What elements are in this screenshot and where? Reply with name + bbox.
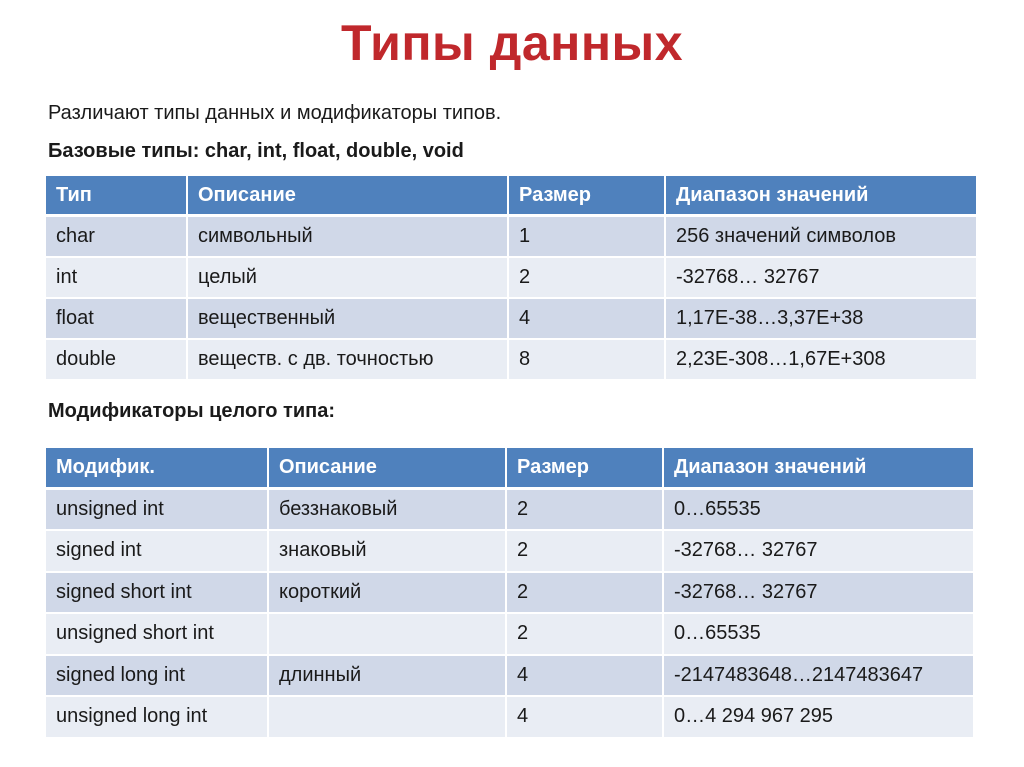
table-cell: -32768… 32767: [666, 258, 976, 299]
table-cell: 8: [509, 340, 666, 381]
table-cell: unsigned long int: [46, 697, 269, 739]
table-cell: char: [46, 217, 188, 258]
table-cell: 0…65535: [664, 490, 973, 532]
table-header-row: [46, 448, 973, 490]
base-types-table: [46, 176, 976, 381]
table-cell: signed short int: [46, 573, 269, 615]
header-cell: Размер: [509, 176, 666, 217]
header-cell: Размер: [507, 448, 664, 490]
table-row: [46, 697, 973, 739]
slide-title: Типы данных: [340, 15, 684, 71]
table-cell: 1: [509, 217, 666, 258]
table-cell: 256 значений символов: [666, 217, 976, 258]
modifiers-table: [46, 448, 973, 739]
table-cell: 2: [507, 490, 664, 532]
table-cell: 0…65535: [664, 614, 973, 656]
table-cell: знаковый: [269, 531, 507, 573]
table-row: [46, 656, 973, 698]
table-cell: 2: [509, 258, 666, 299]
intro-text: Различают типы данных и модификаторы типов.: [48, 102, 502, 124]
header-cell: Диапазон значений: [666, 176, 976, 217]
table-cell: signed long int: [46, 656, 269, 698]
table-row: [46, 340, 976, 381]
table-cell: 2: [507, 573, 664, 615]
table-cell: короткий: [269, 573, 507, 615]
table-cell: -32768… 32767: [664, 573, 973, 615]
table-cell: float: [46, 299, 188, 340]
table-cell: 4: [507, 656, 664, 698]
table-cell: вещественный: [188, 299, 509, 340]
table-row: [46, 490, 973, 532]
header-cell: Тип: [46, 176, 188, 217]
table-row: [46, 217, 976, 258]
table-cell: signed int: [46, 531, 269, 573]
table-cell: 1,17E-38…3,37E+38: [666, 299, 976, 340]
table-cell: double: [46, 340, 188, 381]
table-row: [46, 531, 973, 573]
table-row: [46, 299, 976, 340]
base-types-text: Базовые типы: char, int, float, double, void: [48, 140, 464, 162]
table-cell: 2: [507, 614, 664, 656]
table-cell: int: [46, 258, 188, 299]
modifiers-heading: Модификаторы целого типа:: [48, 400, 336, 422]
table-cell: 2: [507, 531, 664, 573]
table-header-row: [46, 176, 976, 217]
header-cell: Описание: [269, 448, 507, 490]
table-cell: unsigned short int: [46, 614, 269, 656]
table-row: [46, 573, 973, 615]
table-cell: веществ. с дв. точностью: [188, 340, 509, 381]
table-row: [46, 258, 976, 299]
header-cell: Описание: [188, 176, 509, 217]
table-cell: беззнаковый: [269, 490, 507, 532]
table-cell: длинный: [269, 656, 507, 698]
table-cell: -2147483648…2147483647: [664, 656, 973, 698]
header-cell: Диапазон значений: [664, 448, 973, 490]
table-cell: -32768… 32767: [664, 531, 973, 573]
table-row: [46, 614, 973, 656]
header-cell: Модифик.: [46, 448, 269, 490]
table-cell: 2,23E-308…1,67E+308: [666, 340, 976, 381]
table-cell: целый: [188, 258, 509, 299]
table-cell: символьный: [188, 217, 509, 258]
table-cell: unsigned int: [46, 490, 269, 532]
table-cell: 4: [507, 697, 664, 739]
table-cell: [269, 697, 507, 739]
table-cell: 0…4 294 967 295: [664, 697, 973, 739]
table-cell: 4: [509, 299, 666, 340]
table-cell: [269, 614, 507, 656]
